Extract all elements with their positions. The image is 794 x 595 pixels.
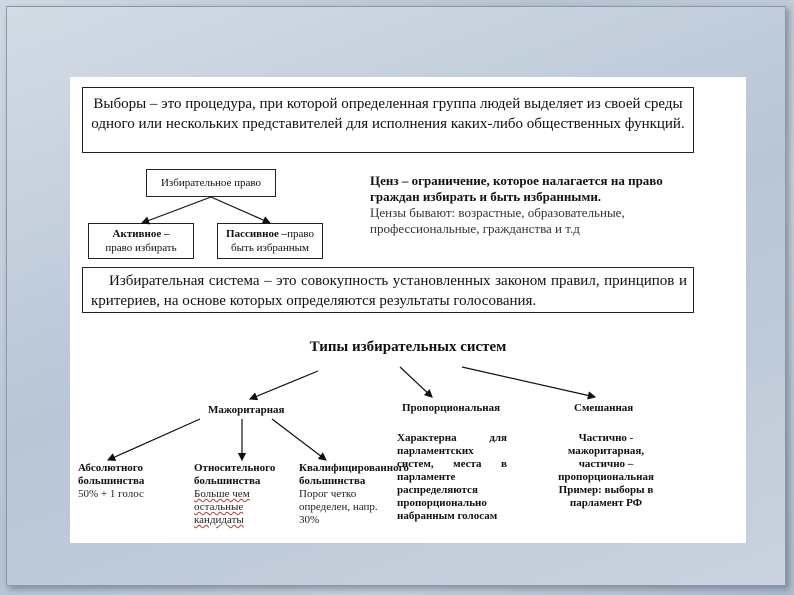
passive-suffrage-desc-pre: право xyxy=(287,228,314,240)
proportional-desc: Характерна для парламентских систем, места в парламенте распределяются пропорционально набранным голосам xyxy=(397,432,507,522)
absolute-majority-desc: 50% + 1 голос xyxy=(78,488,144,500)
census-note: Цензы бывают: возрастные, образовательные, профессиональные, гражданства и т.д xyxy=(370,205,625,236)
qualified-majority-title: Квалифицированного большинства xyxy=(299,462,409,487)
arrow-mixed xyxy=(462,367,595,397)
arrow-proportional xyxy=(400,367,432,397)
qualified-majority-desc: Порог четко определен, напр. 30% xyxy=(299,488,378,526)
active-suffrage-desc: право избирать xyxy=(105,242,177,254)
mixed-label: Смешанная xyxy=(574,402,634,414)
arrow-absolute xyxy=(108,419,200,460)
arrow-qualified xyxy=(272,419,326,460)
arrow-majoritarian xyxy=(250,371,318,399)
types-heading: Типы избирательных систем xyxy=(309,339,507,355)
relative-majority-title: Относительного большинства xyxy=(194,462,276,487)
electoral-system-definition: Избирательная система – это совокупность установленных законом правил, принципов и критериев, на основе которых определяются результаты голосования. xyxy=(82,267,694,313)
suffrage-box: Избирательное право xyxy=(146,169,276,197)
arrow-active xyxy=(142,197,211,223)
arrow-passive xyxy=(211,197,270,223)
mixed-desc: Частично - мажоритарная, частично – пропорциональная Пример: выборы в парламент РФ xyxy=(558,432,654,509)
elections-definition: Выборы – это процедура, при которой определенная группа людей выделяет из своей среды одного или нескольких представителей для исполнения каких-либо общественных функций. xyxy=(82,87,694,153)
slide-frame xyxy=(6,6,786,586)
proportional-label: Пропорциональная xyxy=(402,402,501,414)
document-page xyxy=(70,77,746,543)
majoritarian-label: Мажоритарная xyxy=(208,404,285,416)
census-definition: Ценз – ограничение, которое налагается на право граждан избирать и быть избранными. xyxy=(370,173,663,204)
passive-suffrage-desc: быть избранным xyxy=(231,242,309,254)
active-suffrage-term: Активное – xyxy=(112,228,170,240)
absolute-majority-title: Абсолютного большинства xyxy=(78,462,145,487)
passive-suffrage-term: Пассивное – xyxy=(226,228,288,240)
connector-lines xyxy=(70,77,746,543)
relative-majority-desc: Больше чем остальные кандидаты xyxy=(194,488,250,526)
